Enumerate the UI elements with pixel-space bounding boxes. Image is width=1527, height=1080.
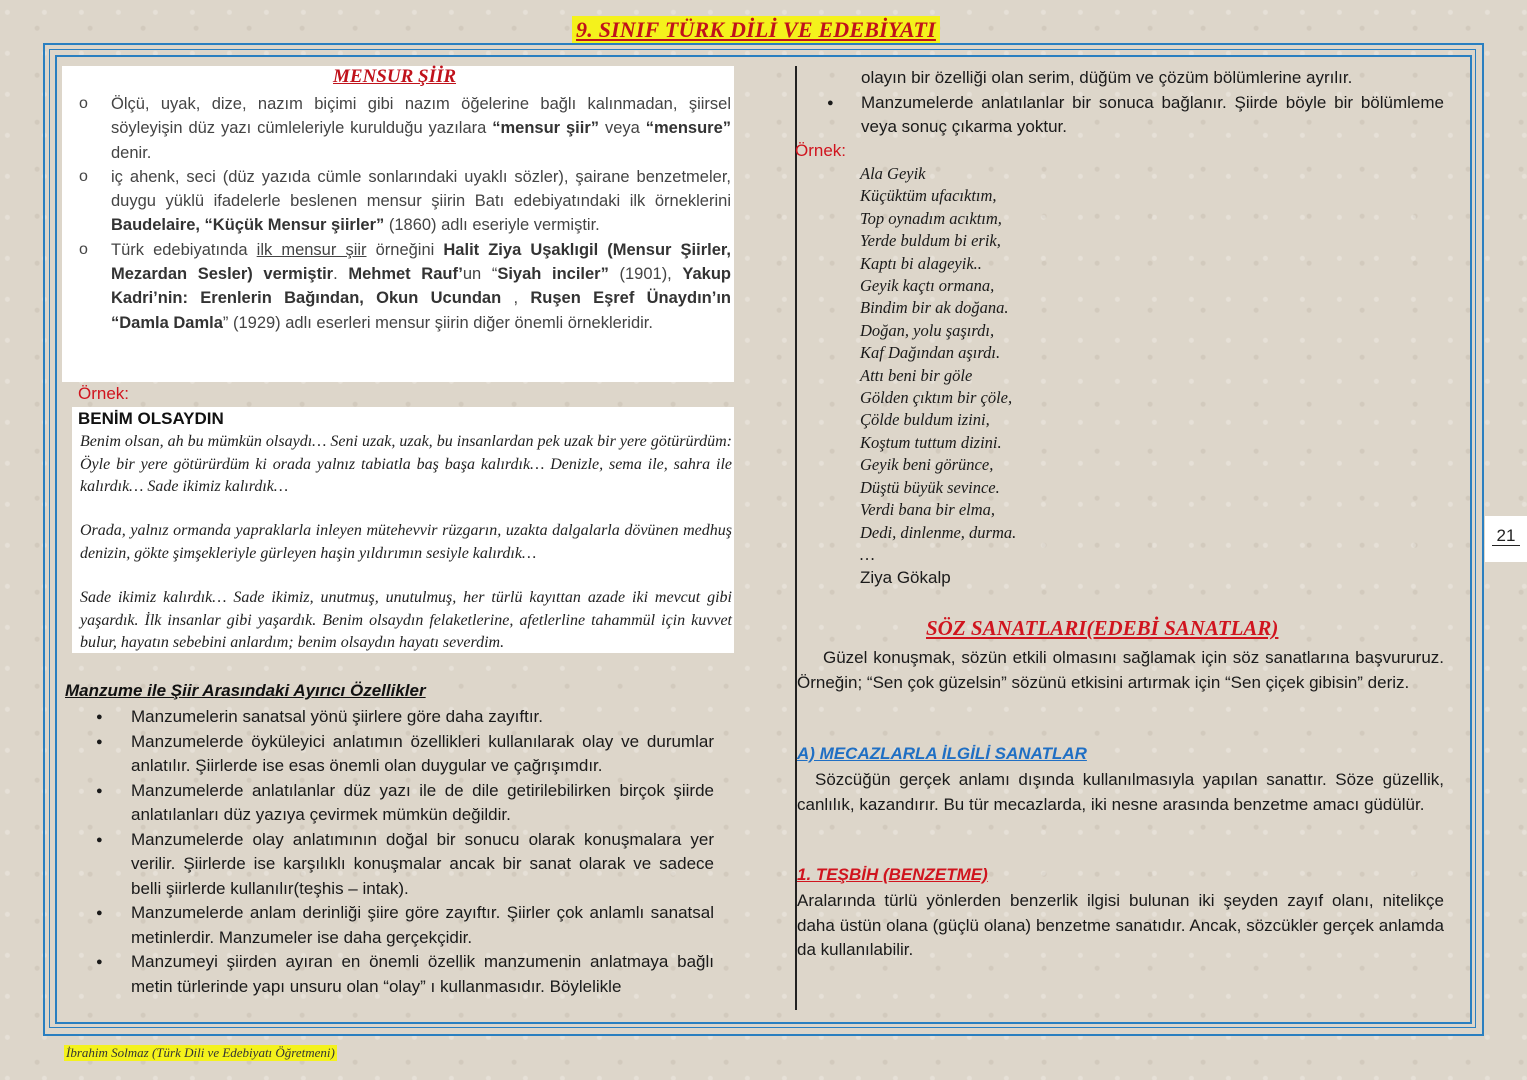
page-number [1485, 516, 1527, 562]
verse-line: Top oynadım acıktım, [860, 208, 1002, 228]
list-item [76, 92, 731, 165]
text: (1901), [608, 265, 683, 284]
page-number-text: 21 [1492, 526, 1521, 546]
list-item [76, 238, 731, 335]
footer-author: İbrahim Solmaz (Türk Dili ve Edebiyatı Öğretmeni) [66, 1045, 335, 1060]
verse-line: Attı beni bir göle [860, 365, 973, 385]
list-item [76, 165, 731, 238]
manzume-heading: Manzume ile Şiir Arasındaki Ayırıcı Özellikler [65, 681, 426, 700]
verse-line: Verdi bana bir elma, [860, 500, 996, 520]
bold-text: Halit Ziya Uşaklıgil (Mensur Şiirler, Mezardan Sesler) vermiştir [111, 240, 731, 284]
verse-line: Gölden çıktım bir çöle, [860, 388, 1013, 408]
page-title: 9. SINIF TÜRK DİLİ VE EDEBİYATI [572, 16, 940, 44]
verse-line: Geyik beni görünce, [860, 455, 994, 475]
right-list [797, 66, 1444, 140]
mensur-siir-heading: MENSUR ŞİİR [333, 66, 457, 87]
verse-poem [860, 163, 1016, 566]
text: ” (1929) adlı eserleri mensur şiirin diğer önemli örnekleridir. [222, 313, 653, 332]
prose-paragraph: Orada, yalnız ormanda yapraklarla inleyen mütehevvir rüzgarın, uzakta dalgalarla dövünen medhuş denizin, gökte şimşekleriyle gürleyen haşin yıldırımın sesiyle kalırdık… [80, 522, 732, 562]
text: Türk edebiyatında [111, 240, 257, 259]
text: iç ahenk, seci (düz yazıda cümle sonlarındaki uyaklı sözler), şairane benzetmeler, duygu yüklü ifadelerle beslenen mensur şiirin Batı edebiyatındaki ilk örneklerini [111, 167, 731, 211]
text: örneğini [366, 240, 444, 259]
text: (1860) adlı eseriyle vermiştir. [384, 216, 600, 235]
soz-sanatlari-heading: SÖZ SANATLARI(EDEBİ SANATLAR) [926, 616, 1279, 640]
text: Ölçü, uyak, dize, nazım biçimi gibi nazım öğelerine bağlı kalınmadan, şiirsel söyleyişin düz yazı cümleleriyle kurulduğu yazılara [111, 95, 731, 138]
poet-name: Ziya Gökalp [860, 568, 951, 587]
bold-text: Siyah inciler” [497, 265, 609, 284]
text: denir. [111, 143, 152, 162]
poem-title: BENİM OLSAYDIN [78, 409, 224, 428]
bold-text: “mensure” [645, 119, 731, 138]
example-label: Örnek: [78, 384, 130, 403]
mecaz-heading: A) MECAZLARLA İLGİLİ SANATLAR [797, 744, 1087, 763]
underlined-text: ilk mensur şiir [256, 240, 367, 259]
example-label: Örnek: [795, 141, 847, 160]
list-item: ● Manzumeyi şiirden ayıran en önemli özellik manzumenin anlatmaya bağlı metin türlerinde yapı unsuru olan “olay” ı kullanmasıdır. Böylelikle [90, 950, 714, 999]
verse-line: Geyik kaçtı ormana, [860, 276, 995, 296]
text: , [501, 289, 531, 308]
text: . [333, 265, 349, 284]
soz-sanatlari-text: Güzel konuşmak, sözün etkili olmasını sağlamak için söz sanatlarına başvururuz. Örneğin; “Sen çok güzelsin” sözünü etkisini artırmak için “Sen çiçek gibisin” deriz. [797, 648, 1444, 692]
verse-line: Çölde buldum izini, [860, 410, 990, 430]
list-item: ● Manzumelerde anlatılanlar düz yazı ile de dile getirilebilirken birçok şiirde anlatılanları düz yazıya çevirmek mümkün değildir. [90, 779, 714, 828]
verse-line: Düştü büyük sevince. [860, 477, 1000, 497]
verse-line: Kaf Dağından aşırdı. [860, 343, 1001, 363]
verse-line: Koştum tuttum dizini. [860, 432, 1002, 452]
text: veya [599, 119, 646, 138]
list-item: ● Manzumelerde anlatılanlar bir sonuca bağlanır. Şiirde böyle bir bölümleme veya sonuç çıkarma yoktur. [797, 91, 1444, 140]
bold-text: Baudelaire, “Küçük Mensur şiirler” [111, 216, 385, 235]
text: un “ [462, 265, 498, 284]
verse-line: Dedi, dinlenme, durma. [860, 522, 1017, 542]
verse-line: Kaptı bi alageyik.. [860, 253, 982, 273]
list-item: ● Manzumelerin sanatsal yönü şiirlere göre daha zayıftır. [90, 705, 714, 730]
manzume-list [90, 705, 714, 999]
mensur-list [76, 92, 731, 335]
list-item: ● Manzumelerde anlam derinliği şiire göre zayıftır. Şiirler çok anlamlı sanatsal metinlerdir. Manzumeler ise daha gerçekçidir. [90, 901, 714, 950]
prose-paragraph: Benim olsan, ah bu mümkün olsaydı… Seni uzak, uzak, bu insanlardan pek uzak bir yere götürürdüm: Öyle bir yere götürürdüm ki orada yalnız tabiatla baş başa kalırdık… Denizle, sema ile, sahra ile kalırdık… Sade ikimiz kalırdık… [80, 433, 732, 495]
verse-line: Bindim bir ak doğana. [860, 298, 1009, 318]
list-item: ● Manzumelerde olay anlatımının doğal bir sonucu olarak konuşmalara yer verilir. Şiirlerde ise karşılıklı konuşmalar ancak bir sanat olarak ve sadece belli şiirlerde kullanılır(teşhis – intak). [90, 828, 714, 902]
bold-text: “mensur şiir” [492, 119, 600, 138]
verse-line: Ala Geyik [860, 164, 926, 183]
verse-line: Yerde buldum bi erik, [860, 231, 1001, 251]
verse-line: … [860, 544, 875, 564]
tesbih-text: Aralarında türlü yönlerden benzerlik ilgisi bulunan iki şeyden zayıf olanı, nitelikçe daha üstün olana (güçlü olana) benzetme sanatıdır. Ancak, sözcükler gerçek anlamda da kullanılabilir. [797, 891, 1444, 959]
bold-text: Yakup Kadri’nin: Erenlerin Bağından, Okun Ucundan [111, 265, 732, 308]
tesbih-heading: 1. TEŞBİH (BENZETME) [797, 865, 988, 884]
continuation-text: olayın bir özelliği olan serim, düğüm ve çözüm bölümlerine ayrılır. [861, 68, 1353, 87]
list-item: ● Manzumelerde öyküleyici anlatımın özellikleri kullanılarak olay ve durumlar anlatılır. Şiirlerde ise esas önemli olan duygular ve çağrışımdır. [90, 730, 714, 779]
mecaz-text: Sözcüğün gerçek anlamı dışında kullanılmasıyla yapılan sanattır. Söze güzellik, canlılık, kazandırır. Bu tür mecazlarda, iki nesne arasında benzetme amacı güdülür. [797, 770, 1444, 814]
verse-line: Küçüktüm ufacıktım, [860, 186, 997, 206]
bold-text: Mehmet Rauf’ [348, 265, 463, 284]
prose-paragraph: Sade ikimiz kalırdık… Sade ikimiz, unutmuş, unutulmuş, her türlü kayıttan azade iki mevcut gibi yaşardık. İlk insanlar gibi yaşardık. Benim olsaydın felaketlerine, afetlerline tahammül için kuvvet bulur, hayatın sebebini anlardım; benim olsaydın hayatı severdim. [80, 589, 732, 651]
bold-text: Ruşen Eşref Ünaydın’ın “Damla Damla [111, 289, 731, 332]
verse-line: Doğan, yolu şaşırdı, [860, 320, 995, 340]
